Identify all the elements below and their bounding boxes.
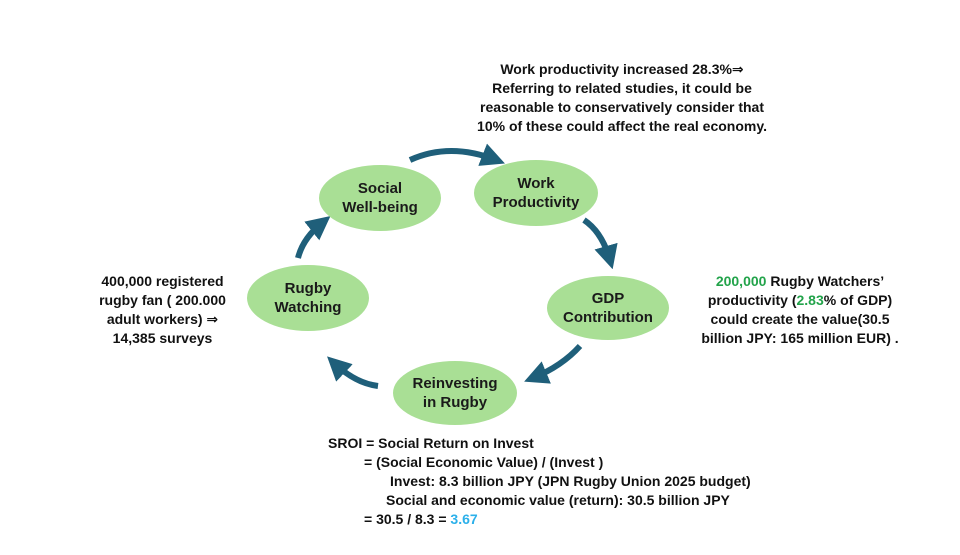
- arrow-work-to-gdp: [584, 220, 610, 260]
- arrow-reinvest-to-rugby: [334, 363, 378, 386]
- sroi-line: Invest: 8.3 billion JPY (JPN Rugby Union 2025 budget): [390, 473, 751, 489]
- gdp-percent: 2.83: [796, 292, 824, 308]
- gdp-value-note: [680, 272, 920, 348]
- node-gdp-contribution: [547, 276, 669, 340]
- note-line: Referring to related studies, it could be: [492, 80, 752, 96]
- note-text: % of GDP): [823, 292, 893, 308]
- rugby-fan-survey-note: [80, 272, 245, 348]
- sroi-result: 3.67: [450, 511, 478, 527]
- note-text: Rugby Watchers’: [766, 273, 885, 289]
- node-label: Work: [517, 175, 555, 192]
- work-productivity-note: [452, 60, 792, 136]
- node-label: in Rugby: [422, 394, 488, 411]
- node-label: Watching: [274, 299, 342, 316]
- watchers-count: 200,000: [715, 273, 767, 289]
- node-work-productivity: [474, 160, 598, 226]
- node-reinvesting-in-rugby: [393, 361, 517, 425]
- node-label: Well-being: [342, 199, 418, 216]
- node-label: Rugby: [284, 280, 332, 297]
- note-line: 10% of these could affect the real economy.: [477, 118, 767, 134]
- note-line: adult workers) ⇒: [106, 311, 219, 327]
- note-line: could create the value(30.5: [710, 311, 890, 327]
- sroi-line: SROI = Social Return on Invest: [328, 435, 534, 451]
- note-line: Work productivity increased 28.3%⇒: [500, 61, 744, 77]
- node-label: Social: [357, 180, 403, 197]
- note-text: productivity (: [707, 292, 797, 308]
- node-label: GDP: [591, 290, 625, 307]
- node-social-well-being: [319, 165, 441, 231]
- note-line: 400,000 registered: [101, 273, 224, 289]
- arrow-gdp-to-reinvest: [533, 346, 580, 378]
- node-label: Reinvesting: [412, 375, 498, 392]
- sroi-formula: [328, 434, 808, 529]
- arrow-social-to-work: [410, 151, 496, 160]
- note-line: reasonable to conservatively consider that: [480, 99, 764, 115]
- note-line: [680, 291, 920, 310]
- node-label: Contribution: [563, 309, 653, 326]
- note-line: [680, 272, 920, 291]
- sroi-line: Social and economic value (return): 30.5 billion JPY: [386, 492, 730, 508]
- node-rugby-watching: [247, 265, 369, 331]
- arrow-rugby-to-social: [298, 222, 323, 258]
- note-line: 14,385 surveys: [112, 330, 213, 346]
- note-line: billion JPY: 165 million EUR) .: [701, 330, 899, 346]
- sroi-text: = 30.5 / 8.3 =: [364, 511, 451, 527]
- sroi-line: = (Social Economic Value) / (Invest ): [364, 454, 604, 470]
- sroi-line: [328, 510, 808, 529]
- node-label: Productivity: [492, 194, 580, 211]
- note-line: rugby fan ( 200.000: [99, 292, 226, 308]
